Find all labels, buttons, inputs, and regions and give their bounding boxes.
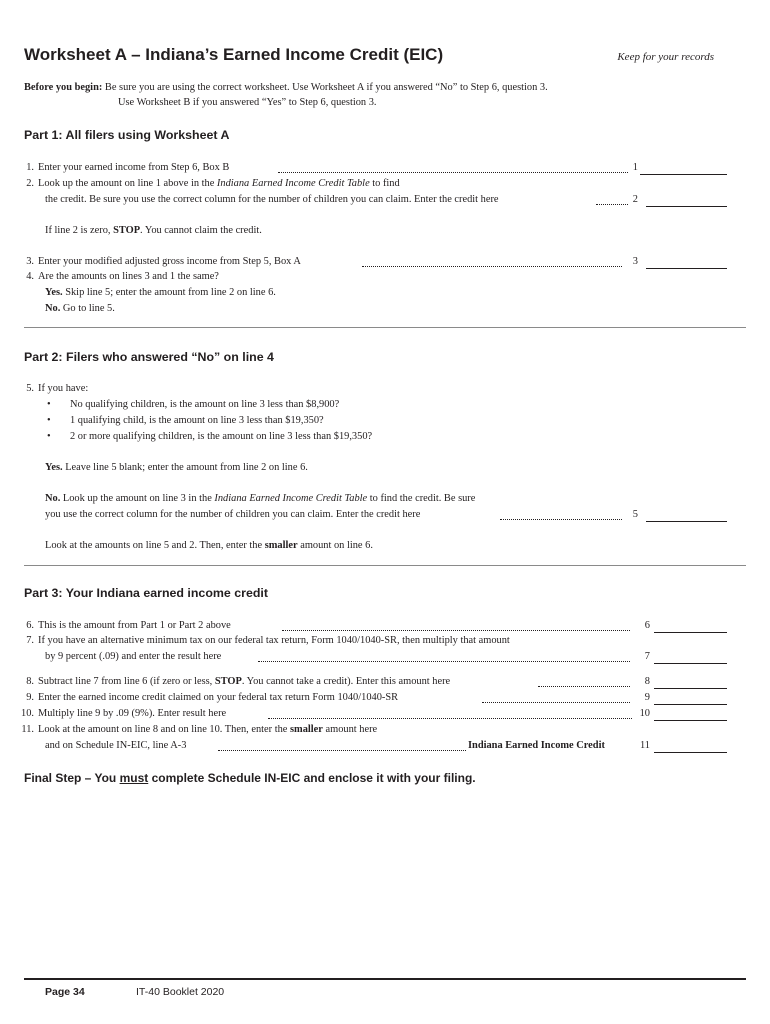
line-1: 1. Enter your earned income from Step 6, Box B	[26, 162, 230, 173]
part2-no-line2: you use the correct column for the number of children you can claim. Enter the credit here	[45, 509, 421, 520]
part2-look: Look at the amounts on line 5 and 2. Then, enter the smaller amount on line 6.	[45, 540, 373, 551]
line-2-input[interactable]	[646, 205, 727, 207]
leader-dots	[482, 692, 630, 703]
line-6-input[interactable]	[654, 631, 727, 633]
leader-dots	[268, 708, 632, 719]
line-11b: and on Schedule IN-EIC, line A-3	[45, 740, 187, 751]
line-11a: 11. Look at the amount on line 8 and on line 10. Then, enter the smaller amount here	[21, 724, 378, 735]
box-number-10: 10	[639, 708, 650, 719]
intro-text-1: Be sure you are using the correct worksheet. Use Worksheet A if you answered “No” to Step 6, question 3.	[102, 82, 548, 93]
bullet-item: • 2 or more qualifying children, is the amount on line 3 less than $19,350?	[47, 431, 373, 442]
keep-records-note: Keep for your records	[617, 51, 714, 63]
part2-no: No. Look up the amount on line 3 in the Indiana Earned Income Credit Table to find the credit. Be sure	[45, 493, 476, 504]
part3-heading: Part 3: Your Indiana earned income credit	[24, 586, 268, 600]
box-number-11: 11	[639, 740, 650, 751]
line-7a: 7. If you have an alternative minimum tax on our federal tax return, Form 1040/1040-SR, then multiply that amount	[26, 635, 510, 646]
intro-line-2: Use Worksheet B if you answered “Yes” to Step 6, question 3.	[118, 97, 377, 108]
line-4: 4. Are the amounts on lines 3 and 1 the same?	[26, 271, 219, 282]
line-6: 6. This is the amount from Part 1 or Part 2 above	[26, 620, 231, 631]
line-4-no: No. Go to line 5.	[45, 303, 115, 314]
box-number-9: 9	[644, 692, 650, 703]
box-number-1: 1	[632, 162, 638, 173]
box-number-5: 5	[632, 509, 638, 520]
line-7b: by 9 percent (.09) and enter the result here	[45, 651, 222, 662]
part2-yes: Yes. Leave line 5 blank; enter the amount from line 2 on line 6.	[45, 462, 308, 473]
line-3-input[interactable]	[646, 267, 727, 269]
booklet-name: IT-40 Booklet 2020	[136, 986, 225, 998]
line-9-input[interactable]	[654, 703, 727, 705]
leader-dots	[218, 740, 466, 751]
line-1-input[interactable]	[640, 173, 727, 175]
line-8-input[interactable]	[654, 687, 727, 689]
intro-label: Before you begin:	[24, 82, 103, 93]
leader-dots	[282, 620, 630, 631]
leader-dots	[538, 676, 630, 687]
leader-dots	[278, 162, 628, 173]
line-10: 10. Multiply line 9 by .09 (9%). Enter result here	[21, 708, 227, 719]
leader-dots	[500, 509, 622, 520]
section-divider	[24, 565, 746, 566]
section-divider	[24, 327, 746, 328]
leader-dots	[258, 651, 630, 662]
line-7-input[interactable]	[654, 662, 727, 664]
bullet-item: • 1 qualifying child, is the amount on line 3 less than $19,350?	[47, 415, 324, 426]
line-9: 9. Enter the earned income credit claimed on your federal tax return Form 1040/1040-SR	[26, 692, 399, 703]
intro-line-1	[24, 82, 548, 93]
worksheet-title: Worksheet A – Indiana’s Earned Income Credit (EIC)	[24, 45, 444, 64]
bullet-item: • No qualifying children, is the amount on line 3 less than $8,900?	[47, 399, 340, 410]
line-4-yes: Yes. Skip line 5; enter the amount from line 2 on line 6.	[45, 287, 276, 298]
indiana-eic-label: Indiana Earned Income Credit	[468, 740, 605, 751]
box-number-2: 2	[632, 194, 638, 205]
box-number-6: 6	[644, 620, 650, 631]
stop-note: If line 2 is zero, STOP. You cannot claim the credit.	[45, 225, 262, 236]
line-2a: 2. Look up the amount on line 1 above in the Indiana Earned Income Credit Table to find	[26, 178, 400, 189]
line-8: 8. Subtract line 7 from line 6 (if zero or less, STOP. You cannot take a credit). Enter this amount here	[26, 676, 451, 687]
line-3: 3. Enter your modified adjusted gross income from Step 5, Box A	[26, 256, 301, 267]
footer-rule	[24, 978, 746, 980]
box-number-3: 3	[632, 256, 638, 267]
box-number-7: 7	[644, 651, 650, 662]
part2-heading: Part 2: Filers who answered “No” on line 4	[24, 350, 274, 364]
leader-dots	[362, 256, 622, 267]
line-11-input[interactable]	[654, 751, 727, 753]
box-number-8: 8	[644, 676, 650, 687]
line-5-input[interactable]	[646, 520, 727, 522]
final-step: Final Step – You must complete Schedule IN-EIC and enclose it with your filing.	[24, 771, 476, 785]
part1-heading: Part 1: All filers using Worksheet A	[24, 128, 230, 142]
line-2b: the credit. Be sure you use the correct column for the number of children you can claim. Enter the credit here	[45, 194, 499, 205]
line-5: 5. If you have:	[26, 383, 89, 394]
page-number: Page 34	[45, 986, 85, 998]
line-10-input[interactable]	[654, 719, 727, 721]
